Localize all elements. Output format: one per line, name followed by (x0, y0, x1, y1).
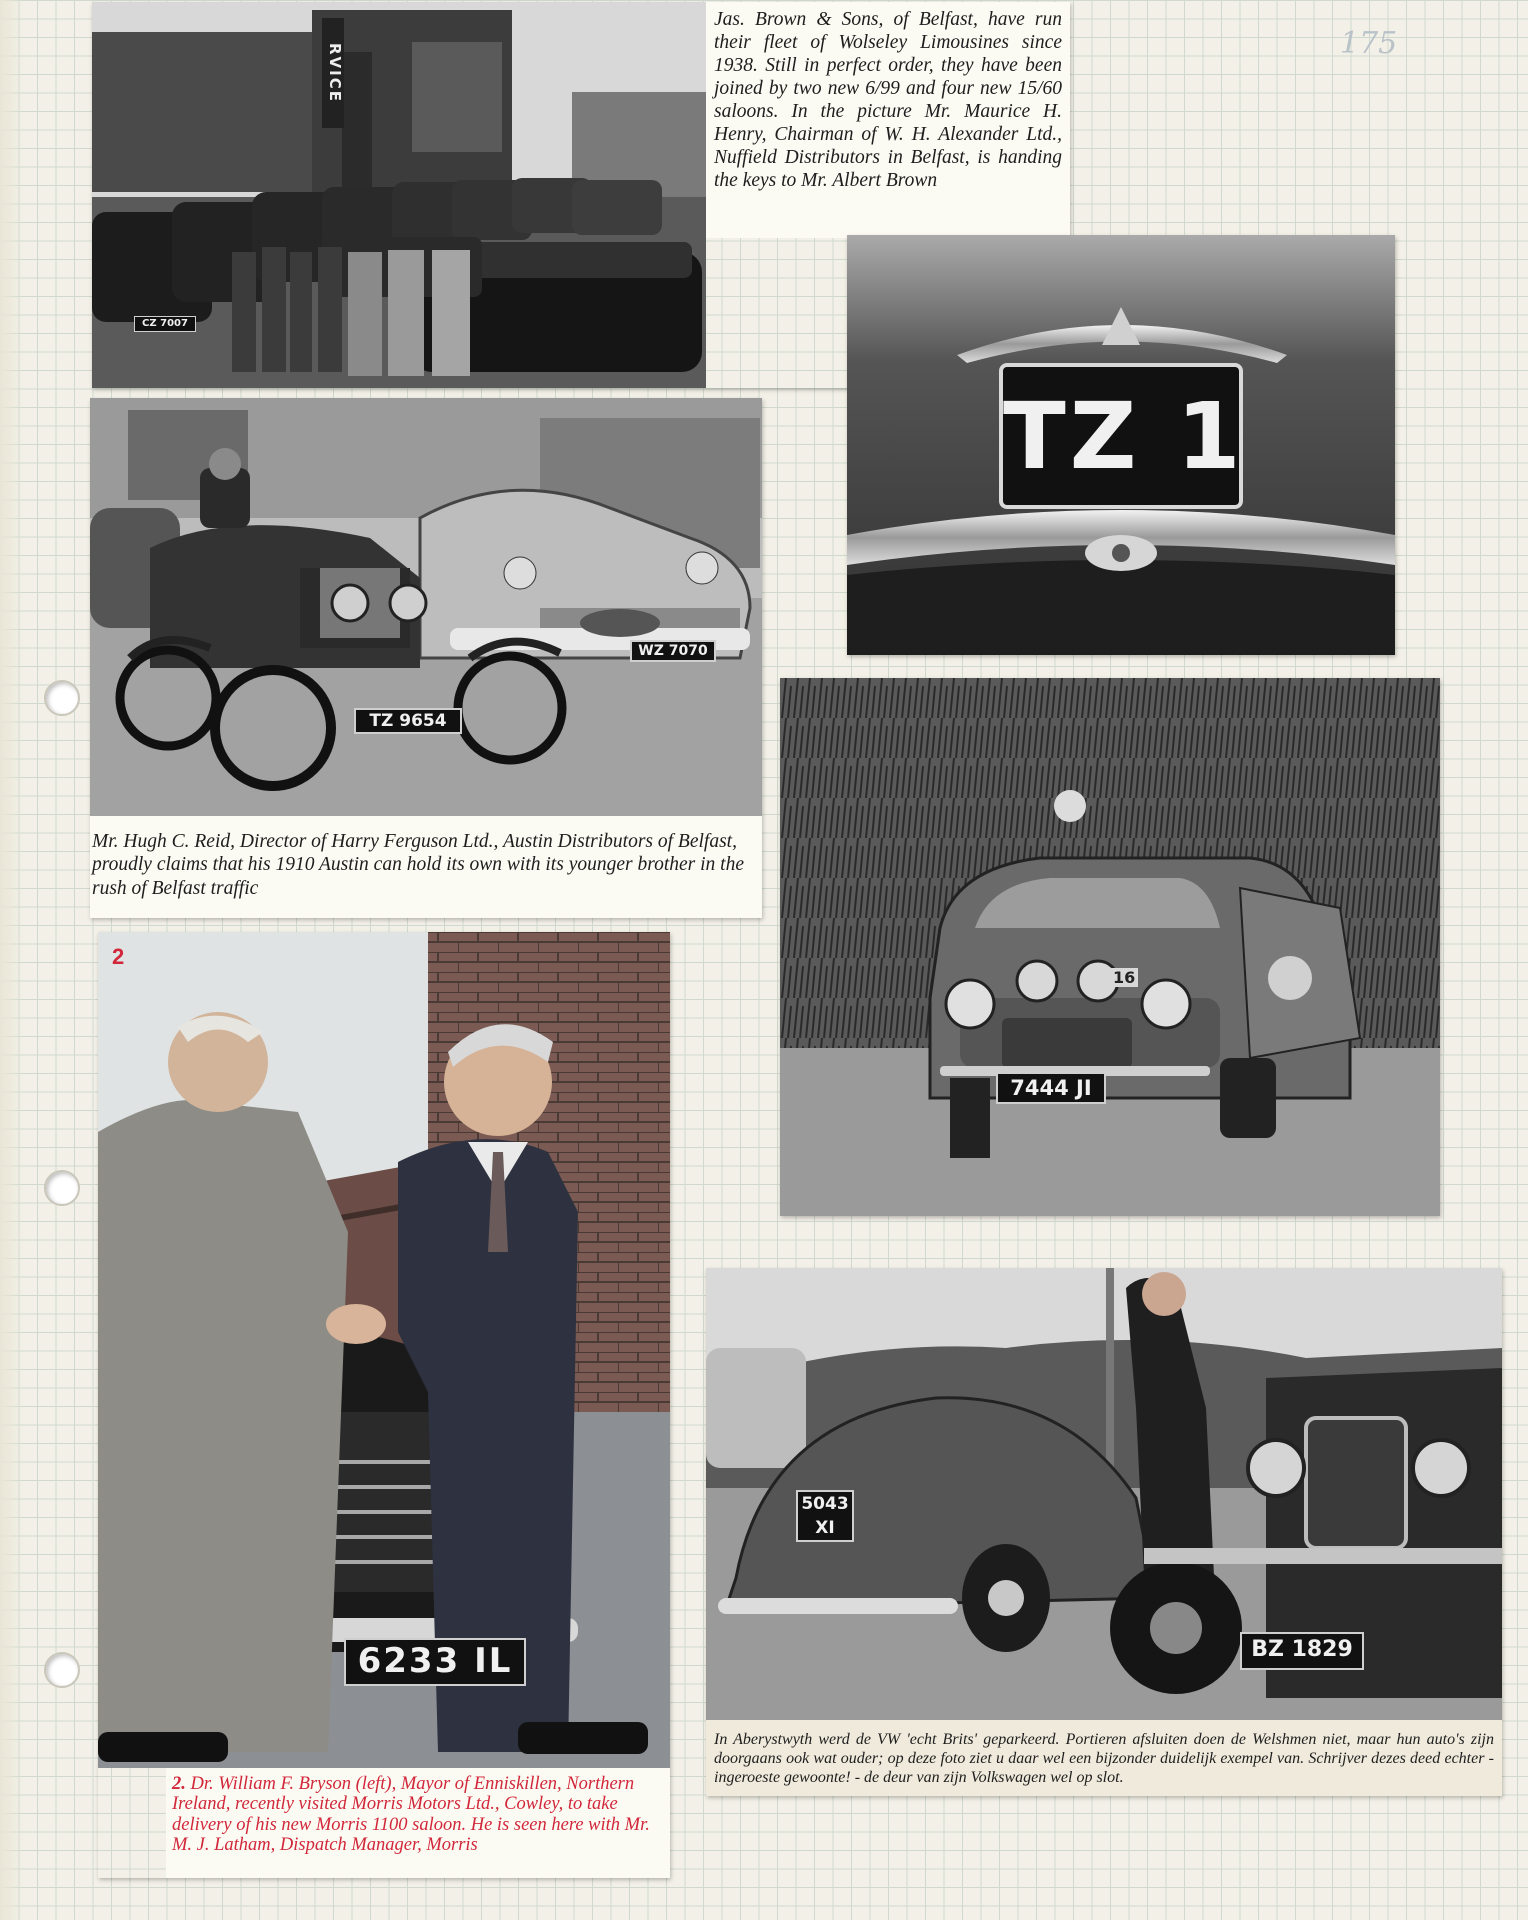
plate-tz-1: TZ 1 (999, 363, 1243, 509)
plate-wz-7070: WZ 7070 (630, 640, 716, 662)
punch-hole-bottom (44, 1652, 80, 1688)
clipping-mini-rally (780, 678, 1440, 1216)
plate-7444-ji: 7444 JI (996, 1072, 1106, 1104)
photo-wolseley-fleet (92, 2, 706, 388)
caption-austin-1910: Mr. Hugh C. Reid, Director of Harry Ferguson Ltd., Austin Distributors of Belfast, proudly claims that his 1910 Austin can hold its own with its younger brother in the rush of Belfast traffic (90, 816, 762, 918)
caption-vw-aberystwyth: In Aberystwyth werd de VW 'echt Brits' geparkeerd. Portieren afsluiten doen de Welshmen niet, maar hun auto's zijn doorgaans ook wat ouder; op deze foto ziet u daar wel een bijzonder duidelijk exempel van. Schrijver dezes deed echter - ingeroeste gewoonte! - de deur van zijn Volkswagen wel op slot. (706, 1720, 1502, 1796)
punch-hole-middle (44, 1170, 80, 1206)
plate-tz-9654: TZ 9654 (354, 708, 462, 734)
punch-hole-top (44, 680, 80, 716)
caption-wolseley-fleet: Jas. Brown & Sons, of Belfast, have run their fleet of Wolseley Limousines since 1938. Still in perfect order, they have been joined by two new 6/99 and four new 15/60 saloons. In the picture Mr. Maurice H. Henry, Chairman of W. H. Alexander Ltd., Nuffield Distributors in Belfast, is handing the keys to Mr. Albert Brown (706, 2, 1070, 238)
plate-5043-xi (796, 1490, 854, 1542)
page-edge (0, 0, 24, 1920)
photo-vw-aberystwyth (706, 1268, 1502, 1720)
plate-6233-il: 6233 IL (344, 1638, 526, 1686)
page-number: 175 (1340, 26, 1398, 61)
caption-number: 2. (172, 1774, 186, 1794)
clipping-tz1-closeup (847, 235, 1395, 655)
plate-cz-7007: CZ 7007 (134, 316, 196, 332)
rally-number: 16 (1110, 968, 1138, 987)
photo-tz1-closeup (847, 235, 1395, 655)
clipping-austin-1910 (90, 398, 762, 918)
plate-5043-line-1: 5043 (801, 1494, 849, 1514)
photo-austin-1910 (90, 398, 762, 816)
mini-rally-scene (780, 678, 1440, 1216)
clipping-vw-aberystwyth (706, 1268, 1502, 1796)
photo-mini-rally (780, 678, 1440, 1216)
building-sign: RVICE (322, 18, 344, 128)
plate-bz-1829: BZ 1829 (1240, 1632, 1364, 1670)
clipping-morris-1100 (98, 932, 670, 1878)
caption-morris-1100: 2. Dr. William F. Bryson (left), Mayor of Enniskillen, Northern Ireland, recently visited Morris Motors Ltd., Cowley, to take delivery of his new Morris 1100 saloon. He is seen here with Mr. M. J. Latham, Dispatch Manager, Morris (166, 1768, 670, 1878)
austin-traffic-scene (90, 398, 762, 816)
photo-morris-1100 (98, 932, 670, 1768)
photo-number: 2 (112, 944, 125, 969)
plate-5043-line-2: XI (815, 1518, 835, 1538)
